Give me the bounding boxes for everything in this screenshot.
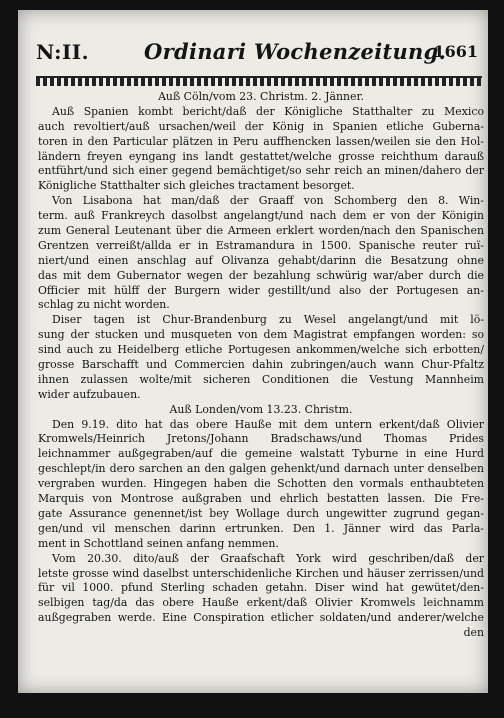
text-line: entführt/und sich einer gegend bemächtiget/so sehr reich an minen/dahero der (38, 164, 484, 178)
catchword: den (463, 626, 484, 640)
text-line: leichnammer außgegraben/auf die gemeine walstatt Tyburne in eine Hurd (38, 447, 484, 461)
text-line: für vil 1000. pfund Sterling schaden getahn. Diser wind hat gewütet/den- (38, 581, 484, 595)
newspaper-page (18, 10, 488, 693)
article-body (38, 90, 484, 641)
text-line: ment in Schottland seinen anfang nemmen. (38, 536, 279, 550)
text-line: grosse Barschafft und Commercien dahin zubringen/auch wann Chur-Pfaltz (38, 358, 484, 372)
decorative-rule (36, 76, 482, 86)
text-line: Officier mit hülff der Burgern wider gestillt/und also der Portugesen an- (38, 283, 484, 297)
text-line: zum General Leutenant über die Armeen erklert worden/nach den Spanischen (38, 224, 484, 238)
text-line: Vom 20.30. dito/auß der Graafschaft York wird geschriben/daß der (52, 551, 484, 565)
text-line: wider aufzubauen. (38, 387, 141, 401)
dateline-london: Auß Londen/vom 13.23. Christm. (169, 402, 353, 416)
text-line: niert/und einen anschlag auf Olivanza gehabt/darinn die Besatzung ohne (38, 253, 484, 267)
text-line: auch revoltiert/auß ursachen/weil der König in Spanien etliche Guberna- (38, 119, 484, 133)
text-line: Auß Spanien kombt bericht/daß der Königliche Statthalter zu Mexico (52, 104, 484, 118)
text-line: term. auß Frankreych dasolbst angelangt/und nach dem er von der Königin (38, 209, 484, 223)
text-line: schlag zu nicht worden. (38, 298, 170, 312)
issue-number: N:II. (36, 40, 90, 64)
text-line: selbigen tag/da das obere Hauße erkent/daß Olivier Kromwels leichnamm (38, 596, 484, 610)
text-line: toren in den Particular plätzen in Peru auffhencken lassen/weilen sie den Hol- (38, 134, 484, 148)
text-line: letste grosse wind daselbst unterschidenliche Kirchen und häuser zerrissen/und (38, 566, 484, 580)
text-line: Den 9.19. dito hat das obere Hauße mit dem untern erkent/daß Olivier (52, 417, 484, 431)
text-line: Von Lisabona hat man/daß der Graaff von Schomberg den 8. Win- (52, 194, 484, 208)
text-line: sind auch zu Heidelberg etliche Portugesen ankommen/welche sich erbotten/ (38, 343, 484, 357)
text-line: vergraben wurden. Hingegen haben die Schotten den vormals enthaubteten (38, 477, 484, 491)
text-line: Diser tagen ist Chur-Brandenburg zu Wesel angelangt/und mit lö- (52, 313, 484, 327)
text-line: ihnen zulassen wolte/mit sicheren Conditionen die Vestung Mannheim (38, 372, 484, 386)
text-line: Kromwels/Heinrich Jretons/Johann Bradschaws/und Thomas Prides (38, 432, 484, 446)
dateline-cologne: Auß Cöln/vom 23. Christm. 2. Jänner. (158, 90, 364, 103)
text-line: Grentzen verreißt/allda er in Estramandura in 1500. Spanische reuter ruï- (38, 238, 484, 252)
text-line: gate Assurance genennet/ist bey Wollage durch ungewitter zugrund gegan- (38, 506, 484, 520)
text-line: geschlept/in dero sarchen an den galgen gehenkt/und darnach unter denselben (38, 462, 484, 476)
text-line: ländern freyen eyngang ins landt gestattet/welche grosse reichthum darauß (38, 149, 484, 163)
newspaper-title: Ordinari Wochenzeitung. (144, 39, 447, 64)
text-line: sung der stucken und musqueten von dem Magistrat empfangen worden: so (38, 328, 484, 342)
text-line: Königliche Statthalter sich gleiches tractament besorget. (38, 179, 355, 193)
text-line: das mit dem Gubernator wegen der bezahlung schwürig war/aber durch die (38, 268, 484, 282)
text-line: Marquis von Montrose außgraben und ehrlich bestatten lassen. Die Fre- (38, 492, 484, 506)
text-line: außgegraben werde. Eine Conspiration etlicher soldaten/und anderer/welche (38, 611, 484, 625)
year: 1661 (433, 42, 478, 61)
text-line: gen/und vil menschen darinn ertrunken. Den 1. Jänner wird das Parla- (38, 521, 484, 535)
masthead (36, 40, 480, 74)
